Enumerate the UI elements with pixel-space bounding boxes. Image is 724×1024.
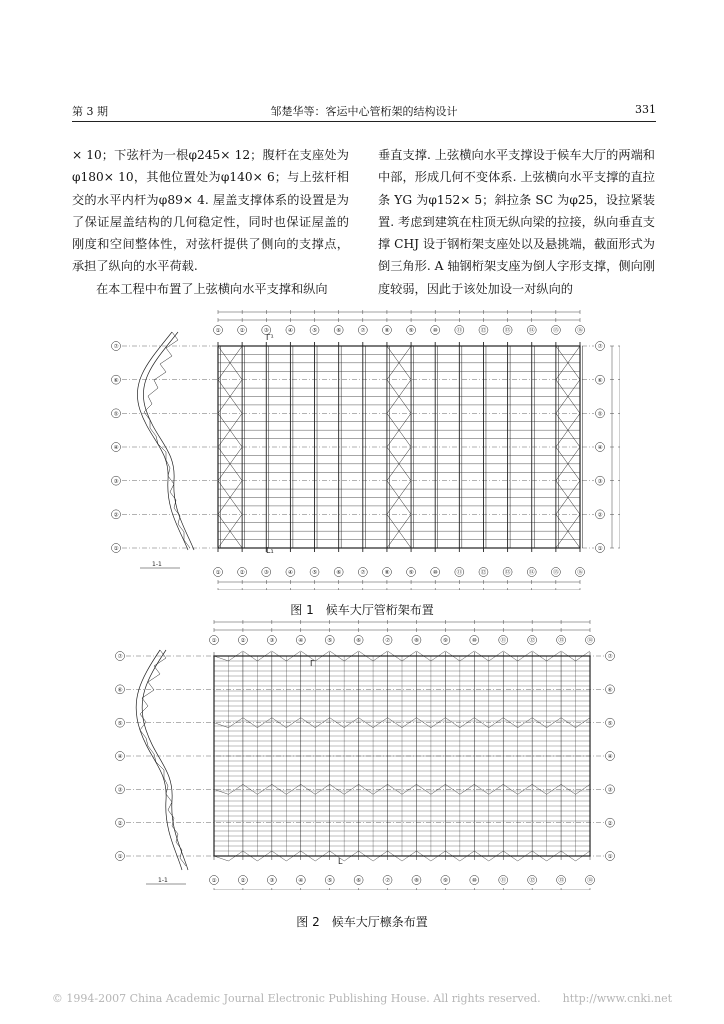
axis-label: ⑩ xyxy=(471,878,477,885)
axis-label: ③ xyxy=(113,478,119,485)
axis-label: ① xyxy=(597,546,603,553)
axis-label: ⑦ xyxy=(385,878,391,885)
axis-label: ③ xyxy=(269,878,275,885)
section-cut-bottom: L₁ xyxy=(266,546,274,555)
axis-label: ⑮ xyxy=(553,328,559,335)
axis-label: ② xyxy=(240,878,246,885)
figure-2-caption: 图 2 候车大厅檩条布置 xyxy=(296,915,428,929)
axis-label: ⑧ xyxy=(384,328,390,335)
axis-label: ② xyxy=(239,570,245,577)
axis-label: ④ xyxy=(607,754,613,761)
header-rule xyxy=(72,121,656,122)
axis-label: ⑥ xyxy=(356,878,362,885)
paragraph: 在本工程中布置了上弦横向水平支撑和纵向 xyxy=(96,281,328,296)
axis-label: ⑩ xyxy=(471,638,477,645)
axis-label: ⑫ xyxy=(480,328,487,335)
axis-label: ⑤ xyxy=(312,570,318,577)
body-column-left xyxy=(72,144,349,300)
axis-label: ⑦ xyxy=(385,638,391,645)
axis-label: ① xyxy=(215,570,221,577)
axis-label: ⑧ xyxy=(413,878,419,885)
section-mark: 1-1 xyxy=(152,561,162,568)
axis-label: ⑪ xyxy=(456,570,463,577)
axis-label: ③ xyxy=(117,787,123,794)
axis-label: ⑥ xyxy=(607,687,613,694)
axis-label: ② xyxy=(240,638,246,645)
axis-label: ④ xyxy=(113,445,119,452)
axis-label: ⑦ xyxy=(360,570,366,577)
running-title: 邹楚华等：客运中心管桁架的结构设计 xyxy=(270,105,458,118)
axis-label: ① xyxy=(607,854,613,861)
copyright-footer: © 1994-2007 China Academic Journal Electronic Publishing House. All rights reserved. http://www.cnki.net xyxy=(51,992,673,1005)
axis-label: ⑦ xyxy=(607,654,613,661)
axis-label: ⑬ xyxy=(558,878,564,885)
axis-label: ③ xyxy=(597,478,603,485)
axis-label: ⑫ xyxy=(480,570,487,577)
axis-label: ⑨ xyxy=(408,328,414,335)
axis-label: ⑬ xyxy=(504,328,511,335)
axis-label: ⑤ xyxy=(327,638,333,645)
figure-1-caption: 图 1 候车大厅管桁架布置 xyxy=(290,603,434,617)
axis-label: ④ xyxy=(298,878,304,885)
axis-label: ⑨ xyxy=(408,570,414,577)
section-cut-bottom: L xyxy=(338,857,343,866)
axis-label: ⑤ xyxy=(607,720,613,727)
axis-label: ② xyxy=(597,512,603,519)
axis-label: ② xyxy=(117,820,123,827)
axis-label: ⑭ xyxy=(587,638,593,645)
axis-label: ⑥ xyxy=(336,328,342,335)
axis-label: ⑥ xyxy=(117,687,123,694)
axis-label: ⑫ xyxy=(529,878,535,885)
axis-label: ① xyxy=(117,854,123,861)
axis-label: ③ xyxy=(263,328,269,335)
axis-label: ④ xyxy=(287,328,293,335)
axis-label: ⑤ xyxy=(327,878,333,885)
axis-label: ① xyxy=(113,546,119,553)
axis-label: ⑭ xyxy=(528,328,535,335)
axis-label: ⑨ xyxy=(442,638,448,645)
issue-number: 第 3 期 xyxy=(72,105,108,118)
axis-label: ⑧ xyxy=(413,638,419,645)
axis-label: ④ xyxy=(287,570,293,577)
axis-label: ⑤ xyxy=(117,720,123,727)
axis-label: ⑪ xyxy=(456,328,463,335)
section-cut-top: Γ¹ xyxy=(266,333,274,342)
axis-label: ⑬ xyxy=(558,638,564,645)
axis-label: ⑪ xyxy=(500,878,506,885)
axis-label: ⑦ xyxy=(113,344,119,351)
section-mark: 1-1 xyxy=(158,877,168,884)
axis-label: ⑭ xyxy=(528,570,535,577)
running-header xyxy=(72,103,656,119)
page-number: 331 xyxy=(635,103,656,116)
axis-label: ⑧ xyxy=(384,570,390,577)
axis-label: ⑥ xyxy=(113,377,119,384)
axis-label: ① xyxy=(211,878,217,885)
axis-label: ⑪ xyxy=(500,638,506,645)
section-cut-top: Γ xyxy=(310,659,315,668)
paragraph: × 10；下弦杆为一根φ245× 12；腹杆在支座处为φ180× 10，其他位置处为φ140× 6；与上弦杆相交的水平内杆为φ89× 4. 屋盖支撑体系的设置是为了保证屋盖结构的几何稳定性，同时也保证屋盖的刚度和空间整体性，对弦杆提供了侧向的支撑点，承担了纵向的水平荷载. xyxy=(72,148,349,274)
axis-label: ⑭ xyxy=(587,878,593,885)
axis-label: ① xyxy=(211,638,217,645)
axis-label: ⑤ xyxy=(597,411,603,418)
axis-label: ⑥ xyxy=(597,377,603,384)
axis-label: ⑨ xyxy=(442,878,448,885)
axis-label: ⑮ xyxy=(553,570,559,577)
axis-label: ③ xyxy=(607,787,613,794)
axis-label: ⑤ xyxy=(312,328,318,335)
figure-1-truss-layout xyxy=(110,300,620,590)
axis-label: ⑩ xyxy=(432,570,438,577)
axis-label: ⑬ xyxy=(504,570,511,577)
axis-label: ④ xyxy=(597,445,603,452)
axis-label: ⑯ xyxy=(577,570,583,577)
axis-label: ⑫ xyxy=(529,638,535,645)
axis-label: ⑩ xyxy=(432,328,438,335)
axis-label: ⑥ xyxy=(336,570,342,577)
axis-label: ⑥ xyxy=(356,638,362,645)
axis-label: ⑦ xyxy=(117,654,123,661)
body-column-right xyxy=(378,144,655,300)
axis-label: ① xyxy=(215,328,221,335)
axis-label: ⑦ xyxy=(360,328,366,335)
axis-label: ④ xyxy=(117,754,123,761)
axis-label: ② xyxy=(239,328,245,335)
axis-label: ② xyxy=(607,820,613,827)
axis-label: ④ xyxy=(298,638,304,645)
axis-label: ② xyxy=(113,512,119,519)
axis-label: ⑯ xyxy=(577,328,583,335)
axis-label: ⑤ xyxy=(113,411,119,418)
axis-label: ⑦ xyxy=(597,344,603,351)
paragraph: 垂直支撑. 上弦横向水平支撑设于候车大厅的两端和中部，形成几何不变体系. 上弦横向水平支撑的直拉条 YG 为φ152× 5；斜拉条 SC 为φ25，设拉紧装置. 考虑到建筑在柱顶无纵向梁的拉接，纵向垂直支撑 CHJ 设于钢桁架支座处以及悬挑端，截面形式为倒三角形. A 轴钢桁架支座为倒人字形支撑，侧向刚度较弱，因此于该处加设一对纵向的 xyxy=(378,148,655,296)
figure-2-purlin-layout xyxy=(110,620,620,890)
axis-label: ③ xyxy=(263,570,269,577)
axis-label: ③ xyxy=(269,638,275,645)
